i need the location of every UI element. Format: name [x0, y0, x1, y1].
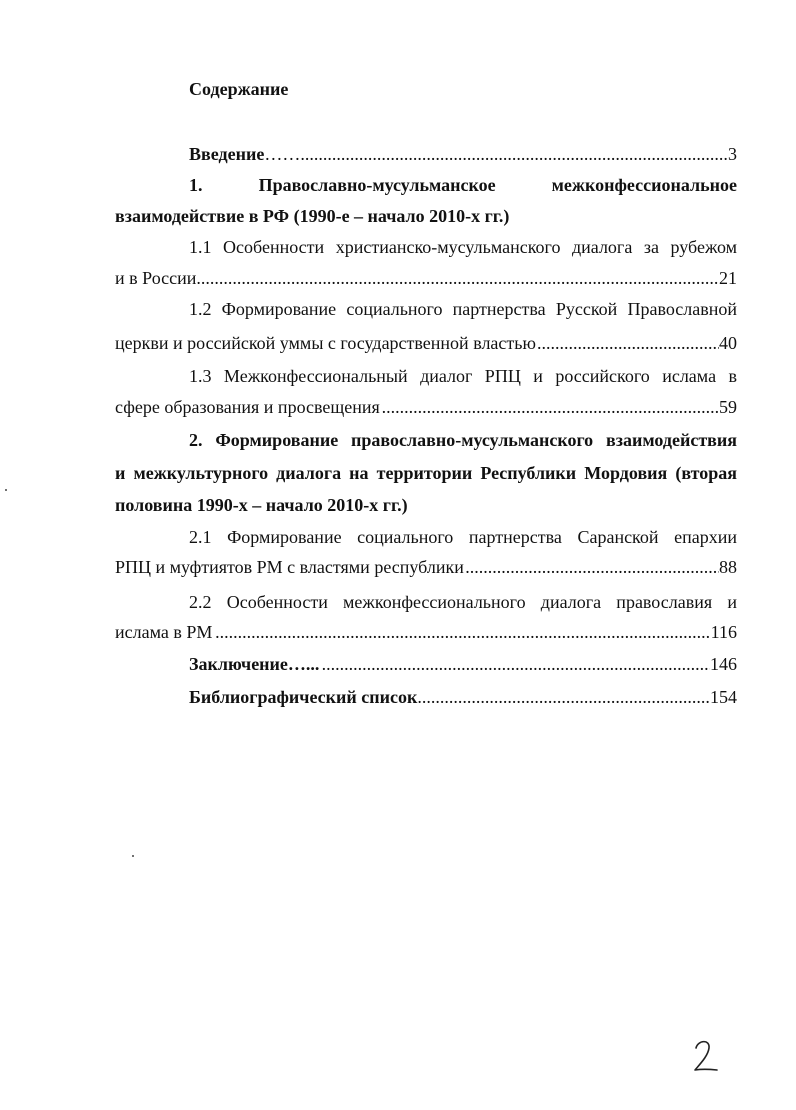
toc-entry-introduction [189, 139, 737, 169]
chapter-1-number: 1. [189, 175, 203, 195]
toc-entry-bibliography [189, 682, 737, 712]
toc-leader-dots [465, 552, 719, 582]
toc-leader-dots [314, 139, 728, 169]
toc-section-2-2-line1: 2.2 Особенности межконфессионального диалога православия и [189, 592, 737, 612]
toc-entry-label: сфере образования и просвещения [115, 397, 380, 417]
chapter-1-word1: Православно-мусульманское [258, 175, 496, 195]
toc-page-number: 40 [719, 333, 737, 353]
toc-entry-label: Введение [189, 144, 265, 164]
toc-entry-label: РПЦ и муфтиятов РМ с властями республики [115, 557, 464, 577]
toc-page-number: 88 [719, 557, 737, 577]
handwritten-page-number [690, 1036, 720, 1076]
toc-section-2-1-line2 [115, 552, 737, 582]
toc-leader-dots [322, 649, 710, 679]
toc-section-1-3-line1: 1.3 Межконфессиональный диалог РПЦ и российского ислама в [189, 366, 737, 386]
toc-entry-dots-extra: ……... [264, 144, 314, 164]
toc-chapter-1-line2: взаимодействие в РФ (1990-е – начало 2010-х гг.) [115, 206, 510, 226]
toc-page-number: 154 [710, 687, 737, 707]
toc-entry-label: Заключение [189, 654, 288, 674]
toc-chapter-2-line1: 2. Формирование православно-мусульманского взаимодействия [189, 430, 737, 450]
toc-title: Содержание [189, 79, 289, 99]
toc-entry-label: и в России. [115, 268, 201, 288]
toc-page-number: 146 [710, 654, 737, 674]
toc-chapter-2-line2: и межкультурного диалога на территории Республики Мордовия (вторая [115, 463, 737, 483]
toc-section-2-1-line1: 2.1 Формирование социального партнерства Саранской епархии [189, 527, 737, 547]
toc-entry-label: Библиографический список [189, 687, 418, 707]
toc-page-number: 116 [710, 622, 737, 642]
toc-section-1-2-line2 [115, 328, 737, 358]
toc-leader-dots [382, 392, 719, 422]
toc-entry-label: ислама в РМ [115, 622, 213, 642]
toc-chapter-2-line3: половина 1990-х – начало 2010-х гг.) [115, 495, 408, 515]
chapter-1-word2: межконфессиональное [551, 175, 737, 195]
toc-section-1-2-line1: 1.2 Формирование социального партнерства Русской Православной [189, 299, 737, 319]
scan-speck [132, 855, 134, 857]
toc-leader-dots [537, 328, 719, 358]
toc-page-number: 3 [728, 144, 737, 164]
toc-leader-dots [201, 263, 719, 293]
toc-chapter-1-line1 [189, 170, 737, 200]
toc-leader-dots [417, 682, 710, 712]
toc-entry-label: церкви и российской уммы с государственной властью [115, 333, 536, 353]
toc-leader-dots [215, 617, 711, 647]
toc-page-number: 59 [719, 397, 737, 417]
toc-section-1-1-line1: 1.1 Особенности христианско-мусульманского диалога за рубежом [189, 237, 737, 257]
toc-section-1-3-line2 [115, 392, 737, 422]
toc-section-2-2-line2 [115, 617, 737, 647]
toc-entry-dots-extra: …... [287, 654, 320, 674]
scan-speck [5, 489, 7, 491]
toc-page-number: 21 [719, 268, 737, 288]
toc-section-1-1-line2 [115, 263, 737, 293]
toc-entry-conclusion [189, 649, 737, 679]
